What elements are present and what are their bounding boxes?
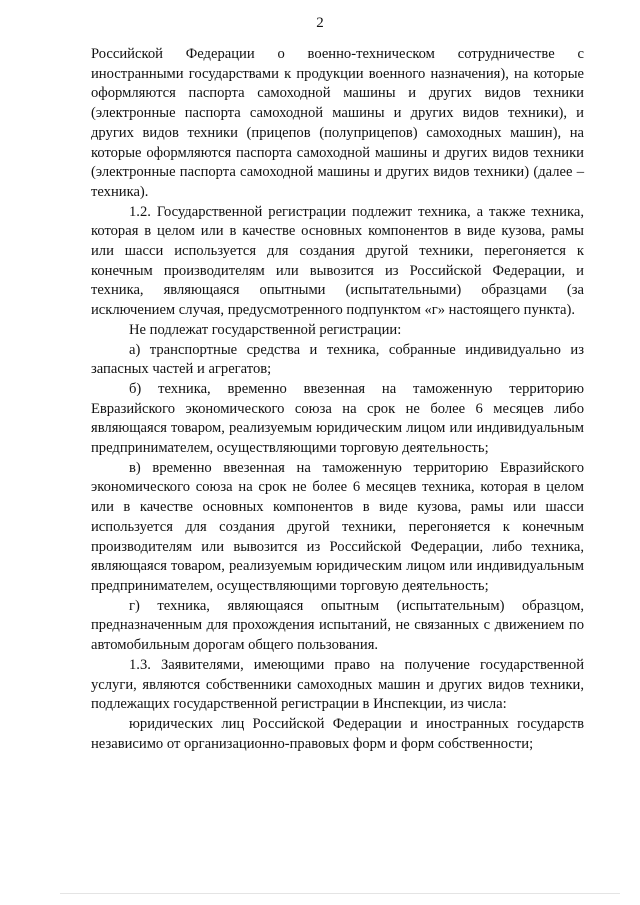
paragraph-not-subject: Не подлежат государственной регистрации: — [129, 321, 402, 338]
paragraph-legal-entities: юридических лиц Российской Федерации и иностранных государств независимо от организационно-правовых форм и форм собственности; — [91, 715, 584, 752]
paragraph-item-a: а) транспортные средства и техника, собранные индивидуально из запасных частей и агрегатов; — [91, 341, 584, 378]
page-number: 2 — [316, 15, 324, 31]
paragraph-item-b: б) техника, временно ввезенная на таможенную территорию Евразийского экономического союза на срок не более 6 месяцев либо являющаяся товаром, реализуемым юридическим лицом или индивидуальным предпринимателем, осуществляющими торговую деятельность; — [91, 380, 584, 457]
document-body — [91, 45, 584, 754]
paragraph-continuation: Российской Федерации о военно-техническом сотрудничестве с иностранными государствами к продукции военного назначения), на которые оформляются паспорта самоходной машины и других видов техники (электронные паспорта самоходной машины и других видов техники), и других видов техники (прицепов (полуприцепов) самоходных машин), на которые оформляются паспорта самоходной машины и других видов техники (электронные паспорта самоходной машины и других видов техники) (далее – техника). — [91, 46, 584, 200]
paragraph-1-3: 1.3. Заявителями, имеющими право на получение государственной услуги, являются собственники самоходных машин и других видов техники, подлежащих государственной регистрации в Инспекции, из числа: — [91, 656, 584, 713]
paragraph-item-v: в) временно ввезенная на таможенную территорию Евразийского экономического союза на срок не более 6 месяцев техника, которая в целом или в качестве основных компонентов в виде кузова, рамы или шасси используется для создания другой техники, перегоняется к конечным производителям или вывозится из Российской Федерации, либо техника, являющаяся товаром, реализуемым юридическим лицом или индивидуальным предпринимателем, осуществляющими торговую деятельность; — [91, 459, 584, 594]
paragraph-item-g: г) техника, являющаяся опытным (испытательным) образцом, предназначенным для прохождения испытаний, не связанных с движением по автомобильным дорогам общего пользования. — [91, 597, 584, 654]
paragraph-1-2: 1.2. Государственной регистрации подлежит техника, а также техника, которая в целом или в качестве основных компонентов в виде кузова, рамы или шасси используется для создания другой техники, перегоняется к конечным производителям или вывозится из Российской Федерации, и техника, являющаяся опытными (испытательными) образцами (за исключением случая, предусмотренного подпунктом «г» настоящего пункта). — [91, 203, 584, 319]
scan-edge-line — [60, 893, 620, 894]
